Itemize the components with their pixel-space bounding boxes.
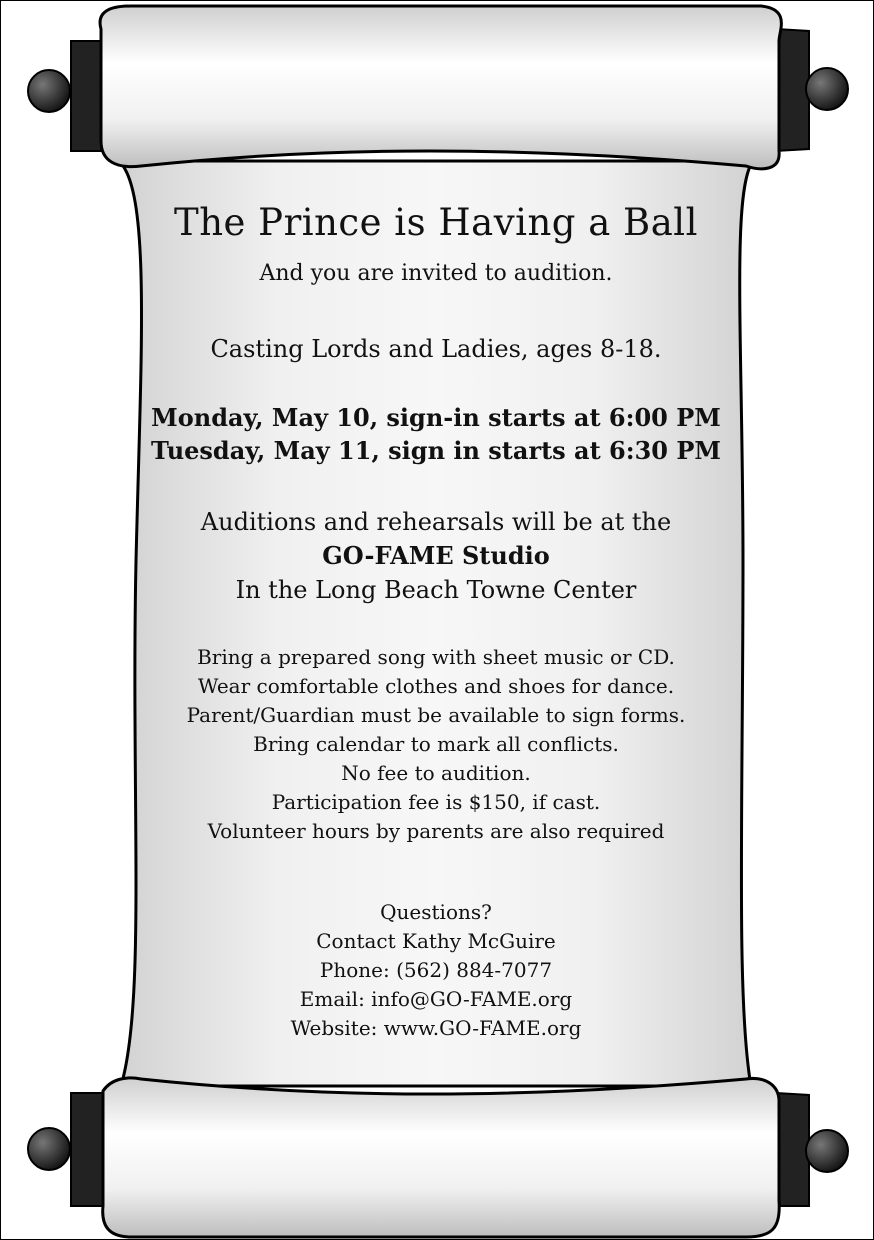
- contact-name: Contact Kathy McGuire: [316, 929, 556, 953]
- requirement-item: Wear comfortable clothes and shoes for dance.: [197, 674, 675, 698]
- location-intro: Auditions and rehearsals will be at the: [200, 508, 672, 536]
- audition-location: [151, 505, 721, 607]
- audition-dates: [141, 401, 731, 467]
- scroll-illustration: [1, 1, 874, 1240]
- requirement-item: Participation fee is $150, if cast.: [271, 790, 601, 814]
- contact-info: [151, 898, 721, 1043]
- requirement-item: No fee to audition.: [341, 761, 531, 785]
- contact-heading: Questions?: [380, 900, 492, 924]
- studio-name: GO-FAME Studio: [322, 541, 550, 570]
- requirement-item: Bring a prepared song with sheet music or CD.: [197, 645, 675, 669]
- location-center: In the Long Beach Towne Center: [235, 576, 637, 604]
- top-roller: [28, 6, 848, 169]
- flyer-subtitle: And you are invited to audition.: [259, 261, 613, 286]
- contact-phone: Phone: (562) 884-7077: [319, 958, 553, 982]
- casting-line: Casting Lords and Ladies, ages 8-18.: [210, 335, 662, 363]
- requirement-item: Parent/Guardian must be available to sign forms.: [186, 703, 686, 727]
- contact-website: Website: www.GO-FAME.org: [290, 1016, 582, 1040]
- flyer-title: The Prince is Having a Ball: [174, 201, 698, 244]
- bottom-roller: [28, 1078, 848, 1237]
- requirement-item: Bring calendar to mark all conflicts.: [253, 732, 619, 756]
- audition-date-monday: Monday, May 10, sign-in starts at 6:00 PM: [151, 403, 721, 432]
- contact-email: Email: info@GO-FAME.org: [299, 987, 573, 1011]
- requirements-list: [141, 643, 731, 846]
- audition-date-tuesday: Tuesday, May 11, sign in starts at 6:30 PM: [151, 436, 721, 465]
- requirement-item: Volunteer hours by parents are also required: [207, 819, 665, 843]
